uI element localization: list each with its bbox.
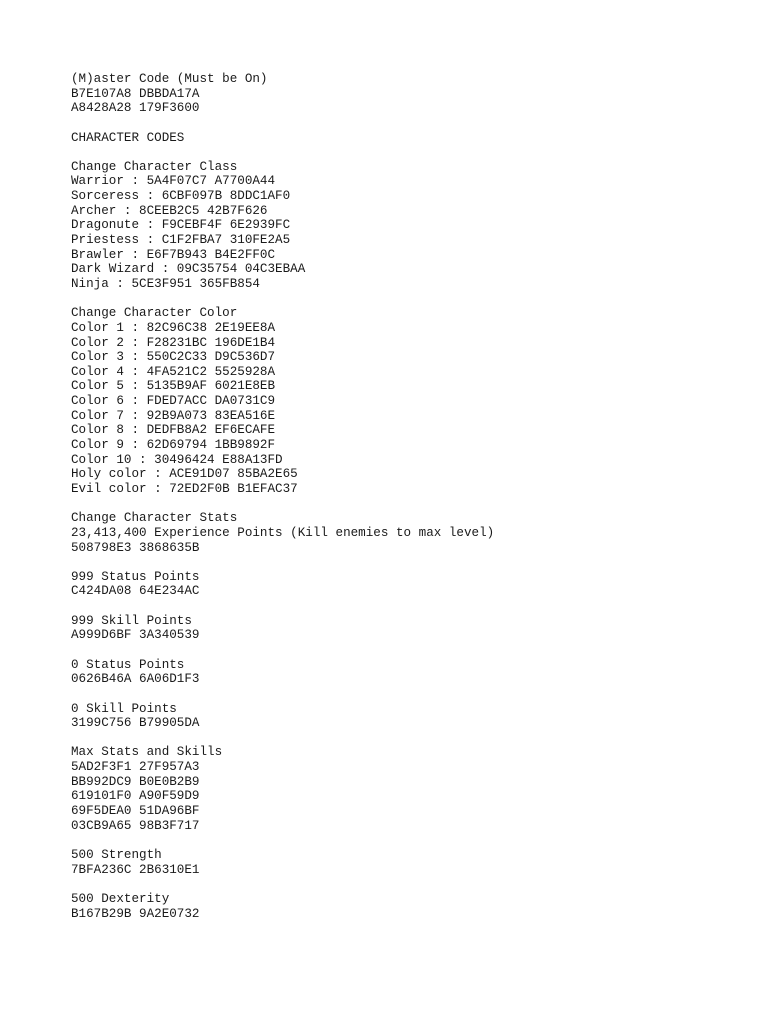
text-line: 500 Strength [71, 847, 162, 862]
text-line: 03CB9A65 98B3F717 [71, 818, 200, 833]
text-line: Color 1 : 82C96C38 2E19EE8A [71, 320, 276, 335]
text-line: 5AD2F3F1 27F957A3 [71, 760, 200, 775]
text-line: Color 9 : 62D69794 1BB9892F [71, 438, 276, 453]
text-line: CHARACTER CODES [71, 130, 185, 145]
code-document [71, 72, 494, 921]
blank-line [71, 643, 494, 658]
blank-line [71, 145, 494, 160]
text-line: Color 10 : 30496424 E88A13FD [71, 452, 283, 467]
text-line: Change Character Class [71, 159, 238, 174]
text-line: Color 3 : 550C2C33 D9C536D7 [71, 350, 276, 365]
blank-line [71, 292, 494, 307]
text-line: Archer : 8CEEB2C5 42B7F626 [71, 203, 268, 218]
blank-line [71, 731, 494, 746]
text-line: Ninja : 5CE3F951 365FB854 [71, 276, 260, 291]
text-line: BB992DC9 B0E0B2B9 [71, 774, 200, 789]
text-line: 0 Skill Points [71, 701, 177, 716]
text-line: 23,413,400 Experience Points (Kill enemies to max level) [71, 525, 495, 540]
text-line: Warrior : 5A4F07C7 A7700A44 [71, 174, 276, 189]
text-line: B167B29B 9A2E0732 [71, 906, 200, 921]
text-line: A8428A28 179F3600 [71, 101, 200, 116]
text-line: Color 5 : 5135B9AF 6021E8EB [71, 379, 276, 394]
text-line: Sorceress : 6CBF097B 8DDC1AF0 [71, 189, 291, 204]
text-line: A999D6BF 3A340539 [71, 628, 200, 643]
blank-line [71, 877, 494, 892]
text-line: (M)aster Code (Must be On) [71, 72, 268, 86]
text-line: Color 7 : 92B9A073 83EA516E [71, 408, 276, 423]
blank-line [71, 833, 494, 848]
text-line: Color 8 : DEDFB8A2 EF6ECAFE [71, 423, 276, 438]
text-line: Dragonute : F9CEBF4F 6E2939FC [71, 218, 291, 233]
text-line: 619101F0 A90F59D9 [71, 789, 200, 804]
text-line: 69F5DEA0 51DA96BF [71, 804, 200, 819]
text-line: Change Character Color [71, 306, 238, 321]
text-line: 508798E3 3868635B [71, 540, 200, 555]
blank-line [71, 497, 494, 512]
text-line: 7BFA236C 2B6310E1 [71, 862, 200, 877]
text-line: Evil color : 72ED2F0B B1EFAC37 [71, 481, 298, 496]
text-line: 0626B46A 6A06D1F3 [71, 672, 200, 687]
text-line: Priestess : C1F2FBA7 310FE2A5 [71, 233, 291, 248]
text-line: 999 Status Points [71, 569, 200, 584]
text-line: B7E107A8 DBBDA17A [71, 86, 200, 101]
text-line: Color 6 : FDED7ACC DA0731C9 [71, 394, 276, 409]
text-line: Change Character Stats [71, 511, 238, 526]
blank-line [71, 116, 494, 131]
text-line: Holy color : ACE91D07 85BA2E65 [71, 467, 298, 482]
text-line: Brawler : E6F7B943 B4E2FF0C [71, 247, 276, 262]
text-line: C424DA08 64E234AC [71, 584, 200, 599]
blank-line [71, 599, 494, 614]
text-line: 500 Dexterity [71, 891, 170, 906]
text-line: Color 2 : F28231BC 196DE1B4 [71, 335, 276, 350]
text-line: 0 Status Points [71, 657, 185, 672]
text-line: 3199C756 B79905DA [71, 716, 200, 731]
blank-line [71, 555, 494, 570]
text-line: Max Stats and Skills [71, 745, 223, 760]
text-line: Color 4 : 4FA521C2 5525928A [71, 364, 276, 379]
text-line: Dark Wizard : 09C35754 04C3EBAA [71, 262, 306, 277]
blank-line [71, 687, 494, 702]
text-line: 999 Skill Points [71, 613, 192, 628]
